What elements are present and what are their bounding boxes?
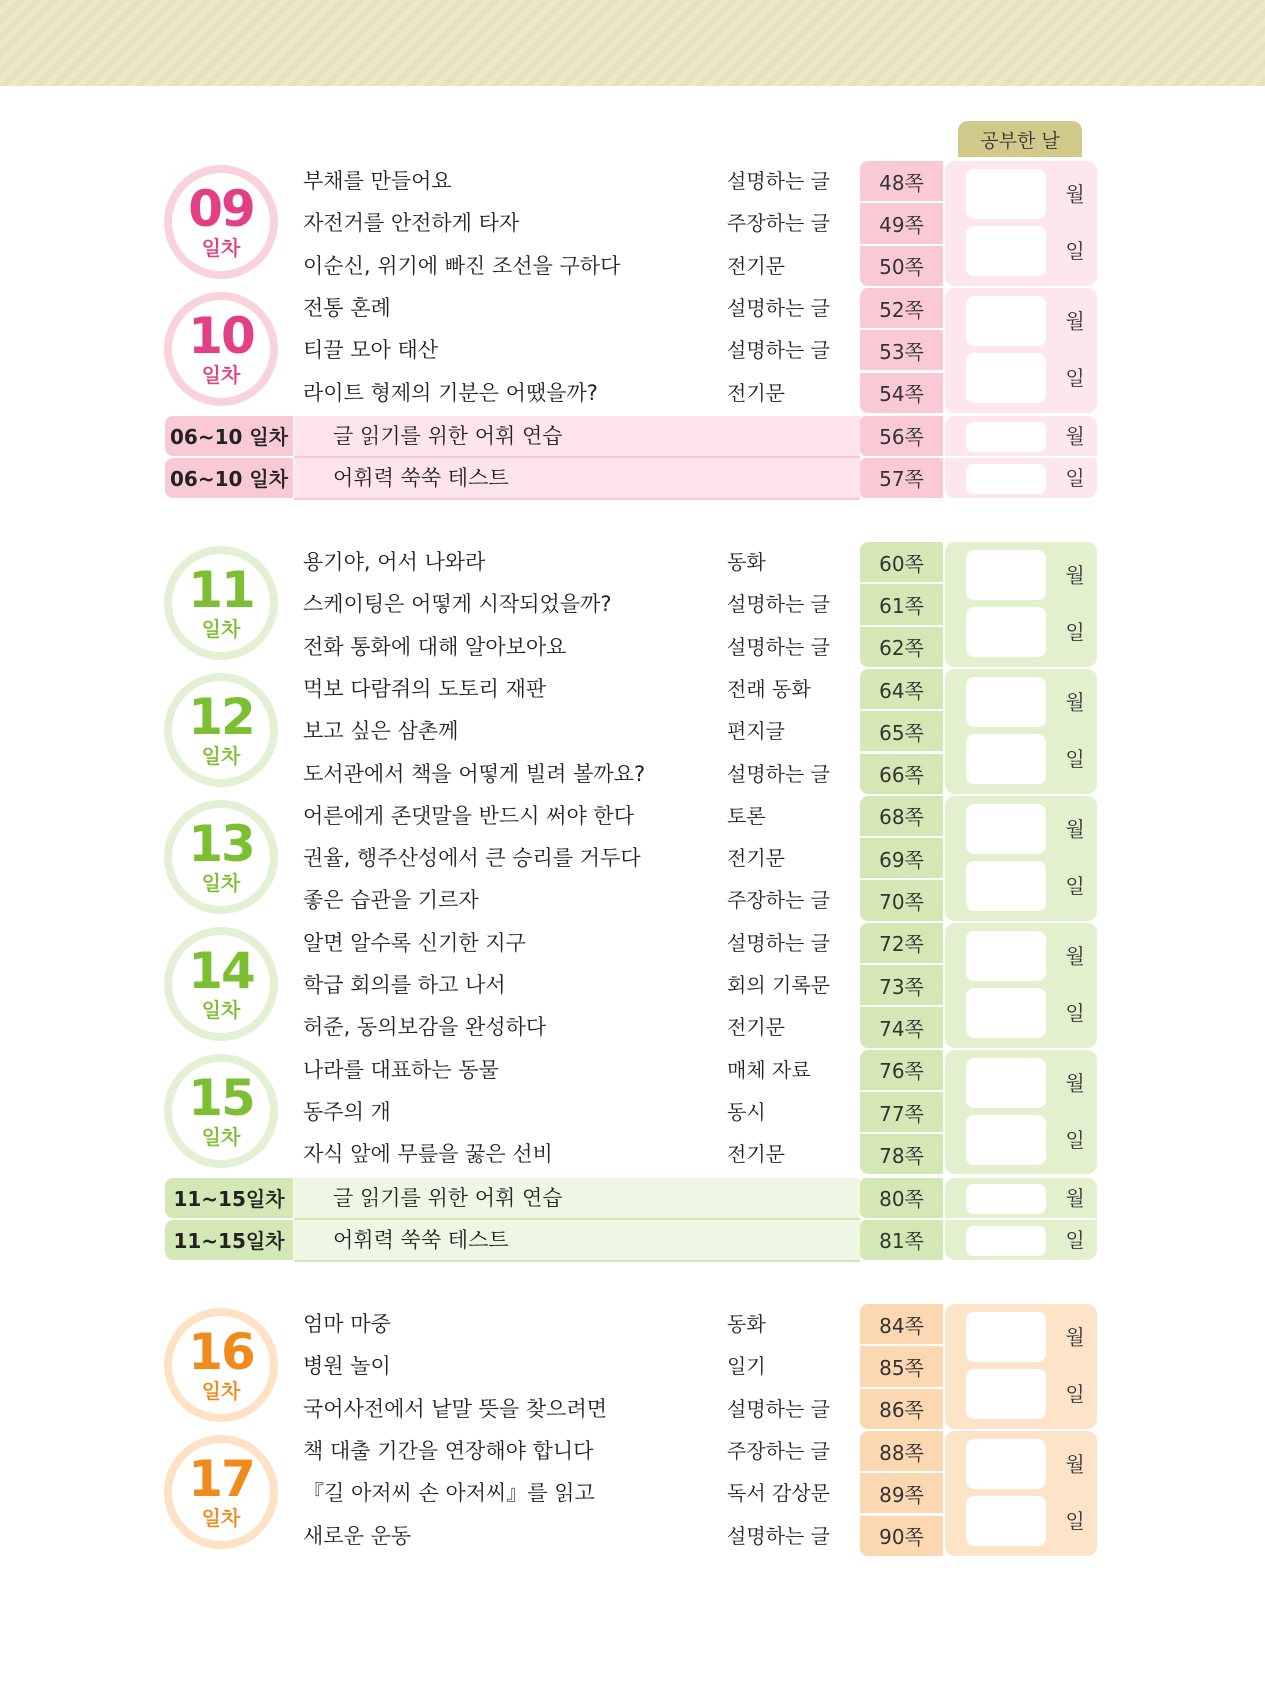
day-number: 13 xyxy=(188,815,254,873)
day-input[interactable] xyxy=(966,464,1046,494)
lesson-title[interactable]: 책 대출 기간을 연장해야 합니다 xyxy=(303,1438,594,1463)
month-input[interactable] xyxy=(966,1312,1046,1362)
lesson-title[interactable]: 먹보 다람쥐의 도토리 재판 xyxy=(303,676,547,701)
month-input[interactable] xyxy=(966,804,1046,854)
page-number: 68쪽 xyxy=(860,796,943,836)
page-number: 69쪽 xyxy=(860,838,943,878)
study-date-block xyxy=(945,1050,1097,1175)
lesson-type: 주장하는 글 xyxy=(727,888,830,913)
month-input[interactable] xyxy=(966,677,1046,727)
lesson-type: 설명하는 글 xyxy=(727,930,830,955)
page-number: 89쪽 xyxy=(860,1473,943,1513)
page-number: 54쪽 xyxy=(860,373,943,413)
month-unit-label: 월 xyxy=(1065,816,1085,841)
lesson-title[interactable]: 알면 알수록 신기한 지구 xyxy=(303,930,526,955)
month-unit-label: 월 xyxy=(1065,1325,1085,1349)
review-row[interactable] xyxy=(165,458,860,498)
day-badge xyxy=(164,546,278,660)
page-number: 56쪽 xyxy=(860,416,943,456)
month-unit-label: 월 xyxy=(1065,943,1085,968)
studied-day-header: 공부한 날 xyxy=(958,121,1082,157)
day-input[interactable] xyxy=(966,1369,1046,1419)
lesson-title[interactable]: 국어사전에서 낱말 뜻을 찾으려면 xyxy=(303,1396,608,1421)
study-date-block xyxy=(945,1431,1097,1556)
page-number: 72쪽 xyxy=(860,923,943,963)
review-title: 어휘력 쑥쑥 테스트 xyxy=(333,1227,509,1252)
lesson-title[interactable]: 『길 아저씨 손 아저씨』를 읽고 xyxy=(303,1481,595,1506)
day-badge xyxy=(164,1054,278,1168)
day-label: 일차 xyxy=(201,363,241,387)
day-input[interactable] xyxy=(966,1115,1046,1165)
month-unit-label: 월 xyxy=(1065,423,1085,448)
review-row[interactable] xyxy=(165,416,860,456)
day-input[interactable] xyxy=(966,226,1046,276)
lesson-type: 동시 xyxy=(727,1099,766,1124)
lesson-title[interactable]: 동주의 개 xyxy=(303,1099,391,1124)
lesson-title[interactable]: 병원 놀이 xyxy=(303,1354,391,1379)
lesson-title[interactable]: 허준, 동의보감을 완성하다 xyxy=(303,1015,547,1040)
page-number: 80쪽 xyxy=(860,1178,943,1218)
page-number: 50쪽 xyxy=(860,246,943,286)
lesson-title[interactable]: 보고 싶은 삼촌께 xyxy=(303,719,459,744)
lesson-type: 설명하는 글 xyxy=(727,761,830,786)
lesson-type: 전기문 xyxy=(727,1142,785,1167)
day-input[interactable] xyxy=(966,988,1046,1038)
month-unit-label: 월 xyxy=(1065,308,1085,333)
day-badge xyxy=(164,800,278,914)
page-number: 86쪽 xyxy=(860,1389,943,1429)
day-unit-label: 일 xyxy=(1065,1127,1085,1152)
day-unit-label: 일 xyxy=(1065,746,1085,771)
day-number: 14 xyxy=(188,942,254,1000)
review-day-range: 11~15일차 xyxy=(165,1178,293,1218)
study-date-block xyxy=(945,161,1097,286)
page-number: 77쪽 xyxy=(860,1092,943,1132)
page-number: 88쪽 xyxy=(860,1431,943,1471)
day-label: 일차 xyxy=(201,1125,241,1149)
day-label: 일차 xyxy=(201,998,241,1022)
month-input[interactable] xyxy=(966,550,1046,600)
lesson-title[interactable]: 이순신, 위기에 빠진 조선을 구하다 xyxy=(303,253,621,278)
month-input[interactable] xyxy=(966,1439,1046,1489)
day-number: 16 xyxy=(188,1323,254,1381)
day-badge xyxy=(164,1435,278,1549)
page-number: 60쪽 xyxy=(860,542,943,582)
day-label: 일차 xyxy=(201,617,241,641)
page-number: 84쪽 xyxy=(860,1304,943,1344)
day-unit-label: 일 xyxy=(1065,239,1085,263)
lesson-title[interactable]: 새로운 운동 xyxy=(303,1523,412,1548)
page-number: 66쪽 xyxy=(860,754,943,794)
lesson-title[interactable]: 부채를 만들어요 xyxy=(303,169,452,193)
day-number: 09 xyxy=(188,180,254,238)
page-number: 70쪽 xyxy=(860,880,943,920)
day-input[interactable] xyxy=(966,734,1046,784)
day-label: 일차 xyxy=(201,236,241,260)
page-number: 62쪽 xyxy=(860,627,943,667)
page-number: 85쪽 xyxy=(860,1346,943,1386)
day-input[interactable] xyxy=(966,1226,1046,1256)
lesson-title[interactable]: 어른에게 존댓말을 반드시 써야 한다 xyxy=(303,803,634,828)
lesson-type: 매체 자료 xyxy=(727,1057,811,1082)
lesson-type: 설명하는 글 xyxy=(727,295,830,320)
lesson-title[interactable]: 라이트 형제의 기분은 어땠을까? xyxy=(303,380,598,405)
review-day-range: 11~15일차 xyxy=(165,1220,293,1260)
lesson-type: 전기문 xyxy=(727,380,785,405)
day-input[interactable] xyxy=(966,1496,1046,1546)
month-unit-label: 월 xyxy=(1065,563,1085,587)
month-input[interactable] xyxy=(966,1184,1046,1214)
lesson-type: 전래 동화 xyxy=(727,676,811,701)
top-decorative-band xyxy=(0,0,1265,86)
lesson-type: 전기문 xyxy=(727,253,785,278)
lesson-title[interactable]: 티끌 모아 태산 xyxy=(303,338,439,363)
day-unit-label: 일 xyxy=(1065,365,1085,390)
study-date-block xyxy=(945,669,1097,794)
lesson-type: 설명하는 글 xyxy=(727,634,830,659)
day-number: 11 xyxy=(188,561,254,619)
lesson-type: 독서 감상문 xyxy=(727,1481,830,1506)
month-input[interactable] xyxy=(966,931,1046,981)
page-number: 49쪽 xyxy=(860,203,943,243)
page-number: 52쪽 xyxy=(860,288,943,328)
study-date-block xyxy=(945,796,1097,921)
review-date-block xyxy=(945,1178,1097,1218)
lesson-type: 설명하는 글 xyxy=(727,1523,830,1548)
day-unit-label: 일 xyxy=(1065,1382,1085,1406)
day-input[interactable] xyxy=(966,861,1046,911)
day-unit-label: 일 xyxy=(1065,465,1085,490)
page-number: 48쪽 xyxy=(860,161,943,201)
lesson-type: 주장하는 글 xyxy=(727,1438,830,1463)
month-unit-label: 월 xyxy=(1065,182,1085,206)
page-number: 76쪽 xyxy=(860,1050,943,1090)
lesson-title[interactable]: 자전거를 안전하게 타자 xyxy=(303,211,520,236)
lesson-type: 주장하는 글 xyxy=(727,211,830,236)
day-badge xyxy=(164,673,278,787)
day-label: 일차 xyxy=(201,1379,241,1403)
page-number: 57쪽 xyxy=(860,458,943,498)
day-input[interactable] xyxy=(966,607,1046,657)
study-date-block xyxy=(945,1304,1097,1429)
lesson-title[interactable]: 좋은 습관을 기르자 xyxy=(303,888,479,913)
month-input[interactable] xyxy=(966,296,1046,346)
lesson-title[interactable]: 전통 혼례 xyxy=(303,295,391,320)
day-unit-label: 일 xyxy=(1065,1000,1085,1025)
review-title: 글 읽기를 위한 어휘 연습 xyxy=(333,423,563,448)
lesson-title[interactable]: 용기야, 어서 나와라 xyxy=(303,550,486,574)
day-unit-label: 일 xyxy=(1065,1227,1085,1252)
page-number: 73쪽 xyxy=(860,965,943,1005)
day-unit-label: 일 xyxy=(1065,1508,1085,1533)
page-number: 61쪽 xyxy=(860,584,943,624)
lesson-type: 동화 xyxy=(727,1312,766,1336)
lesson-type: 일기 xyxy=(727,1354,766,1379)
review-date-block xyxy=(945,1220,1097,1260)
day-label: 일차 xyxy=(201,744,241,768)
day-label: 일차 xyxy=(201,871,241,895)
review-date-block xyxy=(945,458,1097,498)
page-number: 90쪽 xyxy=(860,1516,943,1556)
page-number: 78쪽 xyxy=(860,1134,943,1174)
day-number: 12 xyxy=(188,688,254,746)
month-unit-label: 월 xyxy=(1065,689,1085,714)
page-number: 74쪽 xyxy=(860,1007,943,1047)
day-unit-label: 일 xyxy=(1065,873,1085,898)
page-number: 53쪽 xyxy=(860,330,943,370)
lesson-type: 편지글 xyxy=(727,719,785,744)
review-day-range: 06~10 일차 xyxy=(165,458,293,498)
day-label: 일차 xyxy=(201,1506,241,1530)
lesson-title[interactable]: 자식 앞에 무릎을 꿇은 선비 xyxy=(303,1142,553,1167)
day-number: 15 xyxy=(188,1069,254,1127)
review-day-range: 06~10 일차 xyxy=(165,416,293,456)
lesson-type: 전기문 xyxy=(727,846,785,871)
month-input[interactable] xyxy=(966,1058,1046,1108)
lesson-title[interactable]: 전화 통화에 대해 알아보아요 xyxy=(303,634,567,659)
study-date-block xyxy=(945,923,1097,1048)
month-unit-label: 월 xyxy=(1065,1185,1085,1210)
review-date-block xyxy=(945,416,1097,456)
lesson-type: 설명하는 글 xyxy=(727,1396,830,1421)
day-badge xyxy=(164,292,278,406)
day-badge xyxy=(164,927,278,1041)
month-unit-label: 월 xyxy=(1065,1070,1085,1095)
month-input[interactable] xyxy=(966,169,1046,219)
lesson-type: 동화 xyxy=(727,550,766,574)
review-row[interactable] xyxy=(165,1220,860,1260)
page-number: 64쪽 xyxy=(860,669,943,709)
day-badge xyxy=(164,1308,278,1422)
lesson-title[interactable]: 도서관에서 책을 어떻게 빌려 볼까요? xyxy=(303,761,646,786)
lesson-title[interactable]: 권율, 행주산성에서 큰 승리를 거두다 xyxy=(303,846,641,871)
lesson-title[interactable]: 학급 회의를 하고 나서 xyxy=(303,973,506,997)
review-title: 어휘력 쑥쑥 테스트 xyxy=(333,465,509,490)
page-number: 81쪽 xyxy=(860,1220,943,1260)
day-number: 10 xyxy=(188,307,254,365)
study-date-block xyxy=(945,288,1097,413)
page-number: 65쪽 xyxy=(860,711,943,751)
lesson-type: 설명하는 글 xyxy=(727,338,830,363)
lesson-type: 토론 xyxy=(727,803,766,828)
day-badge xyxy=(164,165,278,279)
lesson-type: 설명하는 글 xyxy=(727,169,830,193)
lesson-title[interactable]: 엄마 마중 xyxy=(303,1312,391,1336)
day-input[interactable] xyxy=(966,353,1046,403)
review-title: 글 읽기를 위한 어휘 연습 xyxy=(333,1185,563,1210)
lesson-type: 전기문 xyxy=(727,1015,785,1040)
day-number: 17 xyxy=(188,1450,254,1508)
review-row[interactable] xyxy=(165,1178,860,1218)
study-date-block xyxy=(945,542,1097,667)
lesson-title[interactable]: 나라를 대표하는 동물 xyxy=(303,1057,499,1082)
lesson-type: 회의 기록문 xyxy=(727,973,830,997)
lesson-title[interactable]: 스케이팅은 어떻게 시작되었을까? xyxy=(303,592,612,617)
month-unit-label: 월 xyxy=(1065,1451,1085,1476)
lesson-type: 설명하는 글 xyxy=(727,592,830,617)
month-input[interactable] xyxy=(966,422,1046,452)
day-unit-label: 일 xyxy=(1065,620,1085,644)
